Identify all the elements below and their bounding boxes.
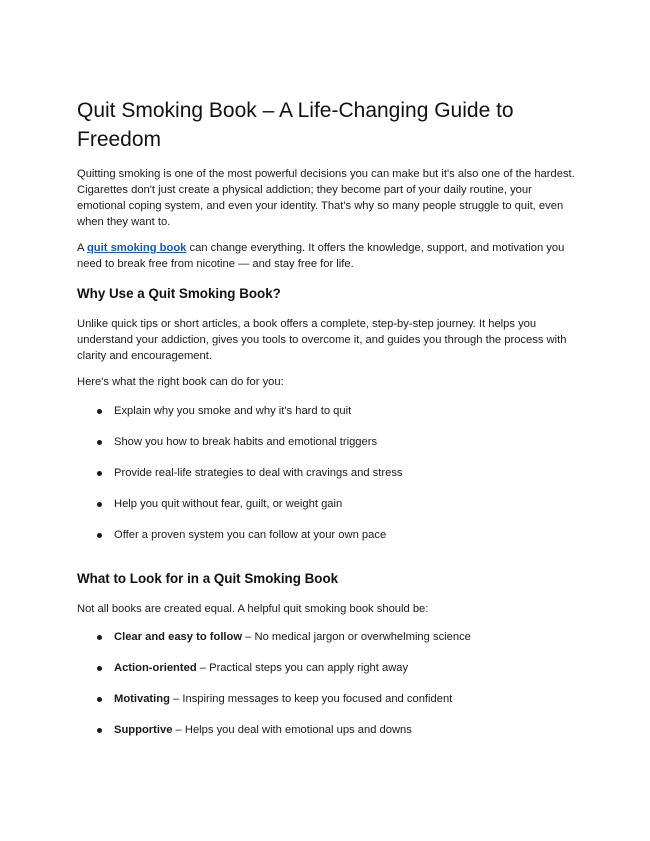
- criteria-desc: – Inspiring messages to keep you focused and confident: [169, 693, 453, 705]
- criteria-term: Action-oriented: [114, 662, 197, 674]
- bullet-icon: [97, 502, 102, 507]
- criteria-list: [77, 629, 577, 753]
- bullet-icon: [97, 533, 102, 538]
- bullet-icon: [97, 440, 102, 445]
- benefits-list: [77, 403, 577, 558]
- bullet-icon: [97, 409, 102, 414]
- list-item: [77, 629, 577, 660]
- bullet-icon: [97, 728, 102, 733]
- why-paragraph: Unlike quick tips or short articles, a book offers a complete, step-by-step journey. It helps you understand your addiction, gives you tools to overcome it, and guides you through the process with clarity and encouragement.: [77, 318, 567, 362]
- intro-text-after: can change everything. It offers the knowledge, support, and motivation you need to break free from nicotine — and stay free for life.: [77, 242, 565, 270]
- criteria-desc: – No medical jargon or overwhelming science: [242, 631, 471, 643]
- intro-text-before: A: [77, 242, 87, 254]
- bullet-icon: [97, 635, 102, 640]
- list-item-text: Explain why you smoke and why it's hard to quit: [114, 405, 352, 417]
- list-item: [77, 496, 577, 527]
- intro-paragraph: Quitting smoking is one of the most powerful decisions you can make but it's also one of the hardest. Cigarettes don't just create a physical addiction; they become part of your daily routine, your emotional coping system, and even your identity. That's why so many people struggle to quit, even when they want to.: [77, 168, 575, 228]
- list-item-text: Provide real-life strategies to deal with cravings and stress: [114, 467, 403, 479]
- benefits-intro: Here's what the right book can do for you:: [77, 376, 284, 388]
- list-item: [77, 465, 577, 496]
- list-item: [77, 527, 577, 558]
- list-item: [77, 691, 577, 722]
- page-title: Quit Smoking Book – A Life-Changing Guide to Freedom: [77, 99, 514, 151]
- intro-link-paragraph: [77, 240, 577, 272]
- list-item-text: Show you how to break habits and emotional triggers: [114, 436, 378, 448]
- criteria-term: Clear and easy to follow: [114, 631, 243, 643]
- criteria-term: Motivating: [114, 693, 170, 705]
- criteria-term: Supportive: [114, 724, 173, 736]
- quit-smoking-book-link[interactable]: quit smoking book: [86, 242, 187, 254]
- bullet-icon: [97, 471, 102, 476]
- criteria-desc: – Practical steps you can apply right away: [196, 662, 409, 674]
- list-item: [77, 660, 577, 691]
- criteria-intro: Not all books are created equal. A helpful quit smoking book should be:: [77, 603, 429, 615]
- list-item: [77, 434, 577, 465]
- list-item: [77, 722, 577, 753]
- bullet-icon: [97, 666, 102, 671]
- criteria-desc: – Helps you deal with emotional ups and downs: [172, 724, 412, 736]
- section-heading-what-to-look-for: What to Look for in a Quit Smoking Book: [77, 571, 339, 586]
- bullet-icon: [97, 697, 102, 702]
- section-heading-why: Why Use a Quit Smoking Book?: [77, 286, 281, 301]
- list-item-text: Help you quit without fear, guilt, or weight gain: [114, 498, 343, 510]
- list-item: [77, 403, 577, 434]
- list-item-text: Offer a proven system you can follow at your own pace: [114, 529, 387, 541]
